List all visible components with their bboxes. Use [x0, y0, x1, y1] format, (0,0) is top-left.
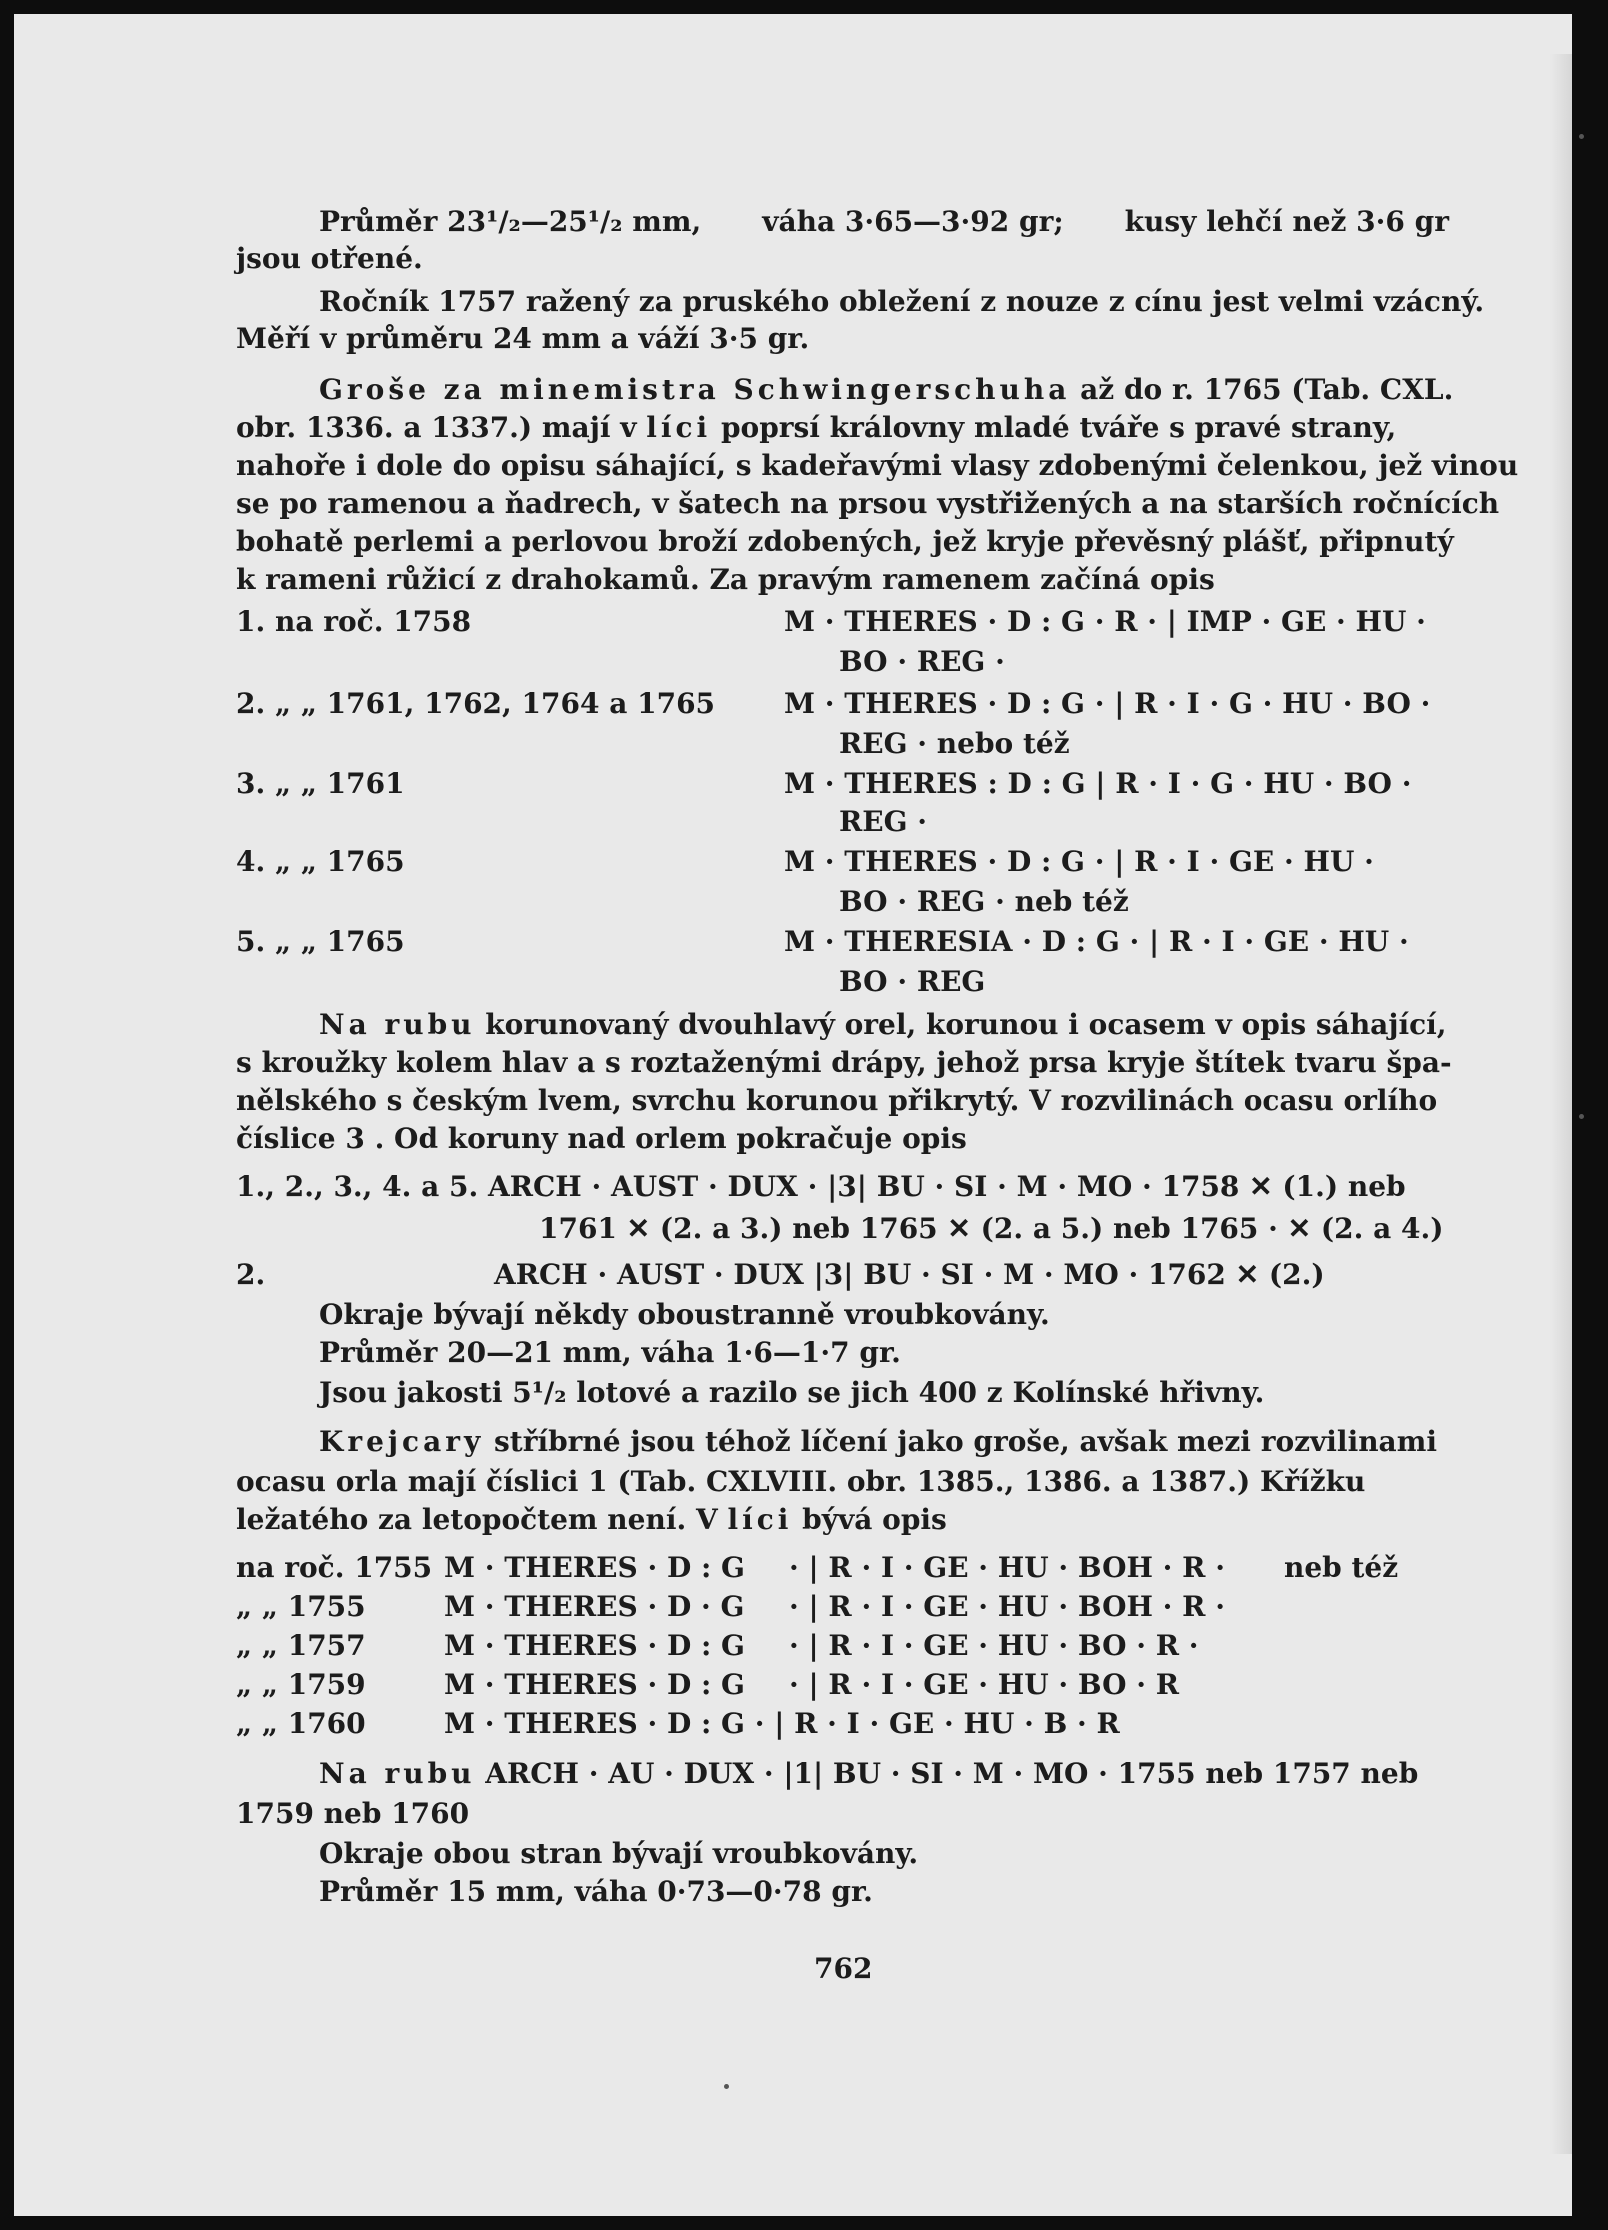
krejcar-legend-obverse: M · THERES · D · G [444, 1590, 745, 1623]
grose-legend-cont: BO · REG · [839, 645, 1005, 678]
grose-heading: Groše za minemistra Schwingerschuha [319, 373, 1071, 406]
lici-term: líci [727, 1503, 793, 1536]
rub-term: Na rubu [319, 1008, 476, 1041]
grose-line-6: k rameni růžicí z drahokamů. Za pravým ramenem začíná opis [236, 563, 1215, 596]
grose-legend-text: M · THERES · D : G · | R · I · GE · HU · [784, 845, 1374, 878]
reverse-line-7-label: 2. [236, 1258, 266, 1291]
krejcar-legend-reverse: · | R · I · GE · HU · BOH · R · [789, 1551, 1225, 1584]
krejcar-reverse-line-1: Na rubu ARCH · AU · DUX · |1| BU · SI · M · MO · 1755 neb 1757 neb [319, 1757, 1419, 1790]
grose-legend-label: 2. „ „ 1761, 1762, 1764 a 1765 [236, 687, 716, 720]
grose-line-2: obr. 1336. a 1337.) mají v líci poprsí královny mladé tváře s pravé strany, [236, 411, 1397, 444]
reverse-line-8: Okraje bývají někdy oboustranně vroubkovány. [319, 1298, 1050, 1331]
grose-legend-cont: BO · REG [839, 965, 986, 998]
grose-legend-label: 1. na roč. 1758 [236, 605, 472, 638]
scan-speck [1579, 1114, 1584, 1119]
krejcary-line-3: ležatého za letopočtem není. V líci bývá opis [236, 1503, 947, 1536]
krejcar-legend-obverse: M · THERES · D : G · | R · I · GE · HU · B · R [444, 1707, 1120, 1740]
rub-term: Na rubu [319, 1757, 476, 1790]
page-number: 762 [814, 1952, 873, 1985]
grose-legend-label: 4. „ „ 1765 [236, 845, 405, 878]
krejcar-legend-obverse: M · THERES · D : G [444, 1629, 745, 1662]
grose-legend-cont: REG · [839, 805, 928, 838]
intro-line-2: jsou otřené. [236, 242, 423, 275]
grose-legend-label: 5. „ „ 1765 [236, 925, 405, 958]
krejcar-legend-obverse: M · THERES · D : G [444, 1668, 745, 1701]
krejcar-legend-year: „ „ 1760 [236, 1707, 366, 1740]
krejcar-legend-year: „ „ 1757 [236, 1629, 366, 1662]
krejcary-line-2: ocasu orla mají číslici 1 (Tab. CXLVIII. obr. 1385., 1386. a 1387.) Křížku [236, 1465, 1366, 1498]
krejcary-line-1: Krejcary stříbrné jsou téhož líčení jako groše, avšak mezi rozvilinami [319, 1425, 1437, 1458]
krejcar-legend-note: neb též [1284, 1551, 1399, 1584]
grose-line-5: bohatě perlemi a perlovou broží zdobených, jež kryje převěsný plášť, připnutý [236, 525, 1454, 558]
scanned-page [14, 14, 1572, 2216]
krejcar-legend-year: „ „ 1759 [236, 1668, 366, 1701]
reverse-line-3: nělského s českým lvem, svrchu korunou přikrytý. V rozvilinách ocasu orlího [236, 1084, 1438, 1117]
reverse-line-7-text: ARCH · AUST · DUX |3| BU · SI · M · MO · 1762 ✕ (2.) [494, 1258, 1325, 1291]
intro-line-3: Ročník 1757 ražený za pruského obležení z nouze z cínu jest velmi vzácný. [319, 285, 1485, 318]
grose-legend-text: M · THERES · D : G · | R · I · G · HU · BO · [784, 687, 1431, 720]
reverse-line-9: Průměr 20—21 mm, váha 1·6—1·7 gr. [319, 1336, 901, 1369]
reverse-line-6: 1761 ✕ (2. a 3.) neb 1765 ✕ (2. a 5.) neb 1765 · ✕ (2. a 4.) [539, 1212, 1444, 1245]
grose-legend-text: M · THERES : D : G | R · I · G · HU · BO · [784, 767, 1412, 800]
grose-legend-cont: BO · REG · neb též [839, 885, 1129, 918]
grose-legend-label: 3. „ „ 1761 [236, 767, 405, 800]
krejcar-reverse-line-4: Průměr 15 mm, váha 0·73—0·78 gr. [319, 1875, 873, 1908]
reverse-line-5: 1., 2., 3., 4. a 5. ARCH · AUST · DUX · |3| BU · SI · M · MO · 1758 ✕ (1.) neb [236, 1170, 1406, 1203]
reverse-line-2: s kroužky kolem hlav a s roztaženými drápy, jehož prsa kryje štítek tvaru špa- [236, 1046, 1452, 1079]
krejcar-reverse-line-3: Okraje obou stran bývají vroubkovány. [319, 1837, 919, 1870]
reverse-line-4: číslice 3 . Od koruny nad orlem pokračuje opis [236, 1122, 967, 1155]
krejcary-heading: Krejcary [319, 1425, 485, 1458]
grose-legend-cont: REG · nebo též [839, 727, 1070, 760]
grose-line-3: nahoře i dole do opisu sáhající, s kadeřavými vlasy zdobenými čelenkou, jež vinou [236, 449, 1519, 482]
reverse-line-10: Jsou jakosti 5¹/₂ lotové a razilo se jich 400 z Kolínské hřivny. [319, 1376, 1265, 1409]
krejcar-legend-year: „ „ 1755 [236, 1590, 366, 1623]
grose-line-1: Groše za minemistra Schwingerschuha až do r. 1765 (Tab. CXL. [319, 373, 1454, 406]
reverse-line-1: Na rubu korunovaný dvouhlavý orel, korunou i ocasem v opis sáhající, [319, 1008, 1447, 1041]
intro-line-4: Měří v průměru 24 mm a váží 3·5 gr. [236, 322, 810, 355]
scan-speck [1579, 134, 1584, 139]
grose-legend-text: M · THERESIA · D : G · | R · I · GE · HU · [784, 925, 1409, 958]
intro-line-1: Průměr 23¹/₂—25¹/₂ mm, váha 3·65—3·92 gr; kusy lehčí než 3·6 gr [319, 205, 1449, 238]
krejcar-reverse-line-2: 1759 neb 1760 [236, 1797, 470, 1830]
krejcar-legend-reverse: · | R · I · GE · HU · BO · R · [789, 1629, 1199, 1662]
krejcar-legend-reverse: · | R · I · GE · HU · BO · R [789, 1668, 1179, 1701]
krejcar-legend-reverse: · | R · I · GE · HU · BOH · R · [789, 1590, 1225, 1623]
page-text [14, 14, 1572, 2216]
lici-term: líci [646, 411, 712, 444]
grose-legend-text: M · THERES · D : G · R · | IMP · GE · HU · [784, 605, 1426, 638]
scan-speck [724, 2084, 729, 2089]
krejcar-legend-year: na roč. 1755 [236, 1551, 433, 1584]
krejcar-legend-obverse: M · THERES · D : G [444, 1551, 745, 1584]
grose-line-4: se po ramenou a ňadrech, v šatech na prsou vystřižených a na starších ročnících [236, 487, 1500, 520]
